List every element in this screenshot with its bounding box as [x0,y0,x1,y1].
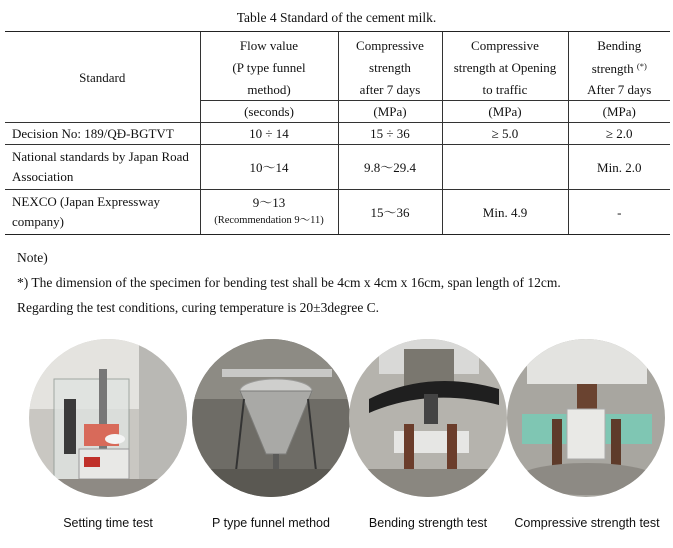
header-bend-line2 [568,56,670,79]
header-flow-line2: (P type funnel [200,56,338,79]
table-row [5,145,670,190]
header-comp7-line3: after 7 days [338,79,442,101]
row-comp7: 15～36 [338,190,442,235]
header-comp7-line2: strength [338,56,442,79]
unit-compopen: (MPa) [442,101,568,123]
row-standard: Decision No: 189/QĐ-BGTVT [5,123,200,145]
compressive-strength-test-photo [507,339,665,497]
header-flow-line1: Flow value [200,32,338,57]
notes-heading: Note) [17,250,48,265]
row-comp7: 15 ÷ 36 [338,123,442,145]
header-bend-line3: After 7 days [568,79,670,101]
row-comp7: 9.8～29.4 [338,145,442,190]
unit-flow: (seconds) [200,101,338,123]
table-row [5,123,670,145]
caption-setting-time: Setting time test [63,516,153,530]
bending-strength-test-photo [349,339,507,497]
row-compopen: ≥ 5.0 [442,123,568,145]
header-standard: Standard [5,32,200,123]
cement-milk-standard-table [5,31,670,235]
table-title: Table 4 Standard of the cement milk. [236,10,437,25]
notes-line-2: Regarding the test conditions, curing temperature is 20±3degree C. [17,300,380,315]
header-flow-line3: method) [200,79,338,101]
row-flow-cell [200,190,338,235]
row-bend: ≥ 2.0 [568,123,670,145]
row-bend: - [568,190,670,235]
row-flow: 10～14 [200,145,338,190]
table-header-row [5,32,670,57]
p-type-funnel-photo [192,339,350,497]
notes [17,245,561,320]
row-flow-note: (Recommendation 9～11) [214,215,324,226]
unit-comp7: (MPa) [338,101,442,123]
caption-compressive-strength: Compressive strength test [514,516,660,530]
footnote-marker: (*) [636,61,647,71]
notes-line-1: *) The dimension of the specimen for bending test shall be 4cm x 4cm x 16cm, span length of 12cm. [17,275,561,290]
header-compopen-line1: Compressive [442,32,568,57]
caption-p-type-funnel: P type funnel method [212,516,330,530]
table-row [5,190,670,235]
row-compopen [442,145,568,190]
caption-bending-strength: Bending strength test [368,516,488,530]
row-flow: 10 ÷ 14 [200,123,338,145]
header-compopen-line3: to traffic [442,79,568,101]
setting-time-test-photo [29,339,187,497]
row-compopen: Min. 4.9 [442,190,568,235]
row-bend: Min. 2.0 [568,145,670,190]
row-standard: NEXCO (Japan Expressway company) [5,190,200,235]
header-comp7-line1: Compressive [338,32,442,57]
header-compopen-line2: strength at Opening [442,56,568,79]
unit-bend: (MPa) [568,101,670,123]
row-flow: 9～13 [252,195,286,210]
header-bend-line1: Bending [568,32,670,57]
row-standard: National standards by Japan Road Association [5,145,200,190]
header-bend-strength: strength [591,61,634,76]
